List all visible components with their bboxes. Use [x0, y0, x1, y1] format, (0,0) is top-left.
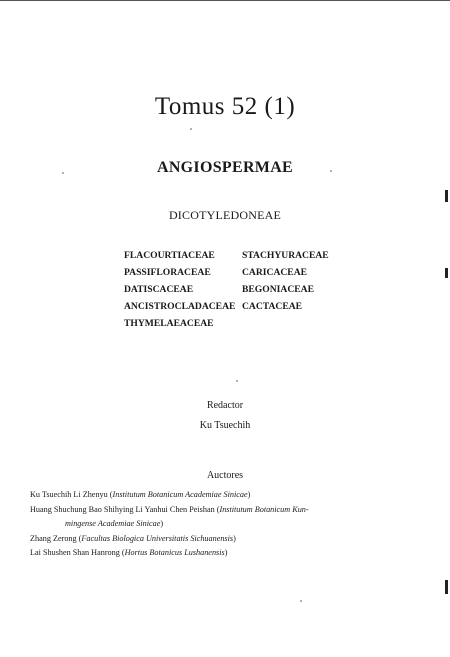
auctores-heading: Auctores	[206, 470, 244, 481]
family-name: STACHYURACEAE	[242, 250, 329, 261]
author-names: Ku Tsuechih Li Zhenyu	[30, 490, 108, 499]
family-name: THYMELAEACEAE	[124, 318, 214, 329]
author-institution: Hortus Botanicus Lushanensis	[124, 548, 225, 558]
print-speck	[330, 170, 332, 172]
author-institution: Facultas Biologica Universitatis Sichuanensis	[81, 533, 234, 543]
author-entry: Huang Shuchung Bao Shihying Li Yanhui Chen Peishan (Institutum Botanicum Kun-	[30, 504, 309, 514]
redactor-name: Ku Tsuechih	[199, 420, 251, 431]
author-entry: Ku Tsuechih Li Zhenyu (Institutum Botanicum Academiae Sinicae)	[30, 490, 251, 499]
families-left-column	[124, 247, 235, 332]
authors-list	[30, 488, 425, 561]
author-entry: Lai Shushen Shan Hanrong (Hortus Botanicus Lushanensis)	[30, 548, 228, 558]
author-names: Huang Shuchung Bao Shihying Li Yanhui Chen Peishan	[30, 504, 215, 514]
class-title: DICOTYLEDONEAE	[168, 208, 282, 222]
edge-mark	[445, 190, 448, 202]
edge-mark	[445, 580, 448, 594]
author-entry: Zhang Zerong (Facultas Biologica Universitatis Sichuanensis)	[30, 533, 236, 543]
author-institution: mingense Academiae Sinicae	[65, 519, 161, 529]
family-name: PASSIFLORACEAE	[124, 267, 211, 278]
family-name: BEGONIACEAE	[242, 284, 314, 295]
top-border	[0, 0, 450, 1]
families-right-column	[242, 247, 329, 315]
family-name: DATISCACEAE	[124, 284, 194, 295]
print-speck	[190, 128, 192, 130]
family-name: FLACOURTIACEAE	[124, 250, 215, 261]
author-names: Lai Shushen Shan Hanrong	[30, 548, 120, 558]
print-speck	[300, 600, 302, 602]
author-entry-continuation: mingense Academiae Sinicae)	[65, 519, 164, 529]
family-name: CARICACEAE	[242, 267, 308, 278]
print-speck	[236, 380, 238, 382]
edge-mark	[445, 268, 448, 278]
author-institution: Institutum Botanicum Academiae Sinicae	[112, 490, 248, 499]
author-institution: Institutum Botanicum Kun-	[219, 504, 309, 514]
division-title: ANGIOSPERMAE	[156, 159, 294, 176]
family-name: ANCISTROCLADACEAE	[124, 301, 236, 312]
redactor-heading: Redactor	[206, 400, 244, 411]
volume-title: Tomus 52 (1)	[154, 93, 296, 120]
author-names: Zhang Zerong	[30, 533, 77, 543]
print-speck	[62, 172, 64, 174]
family-name: CACTACEAE	[242, 301, 303, 312]
